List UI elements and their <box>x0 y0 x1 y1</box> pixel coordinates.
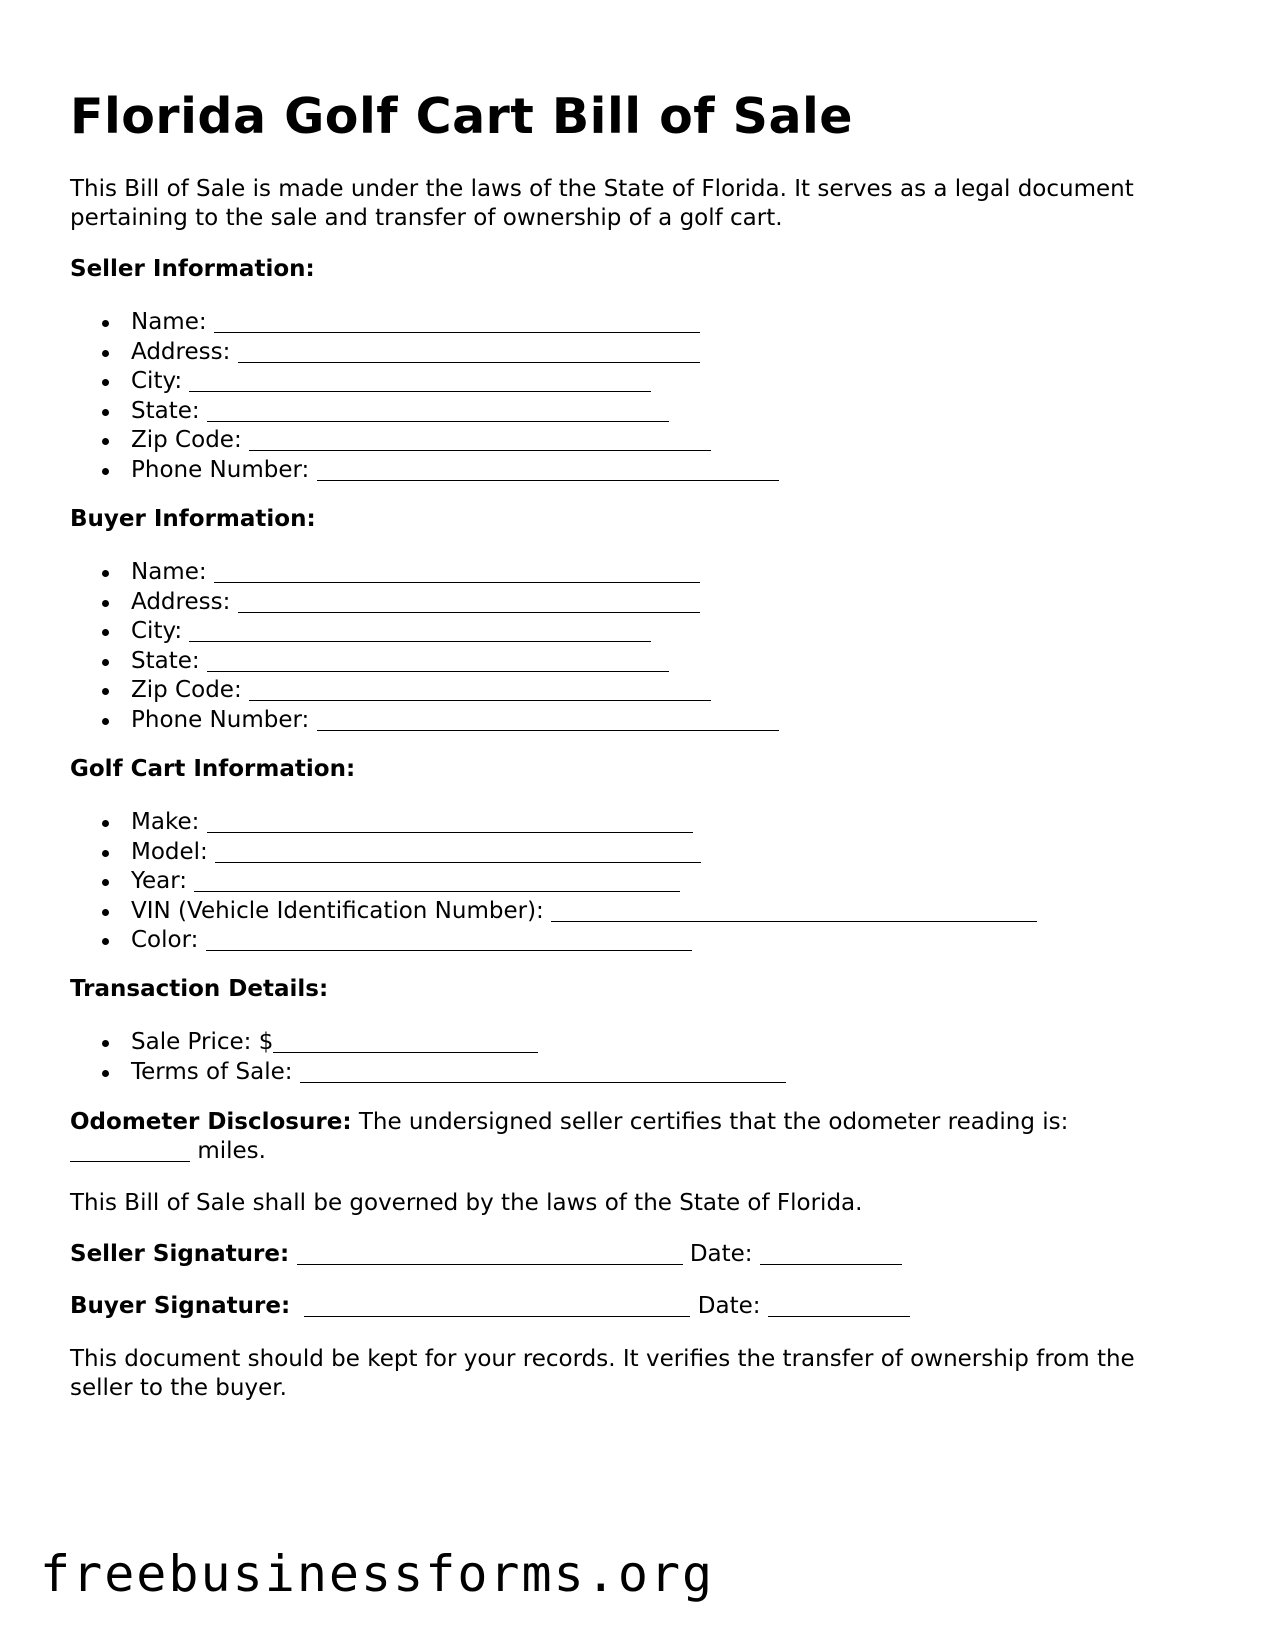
cart-vin-field[interactable]: VIN (Vehicle Identification Number): <box>102 897 1037 927</box>
buyer-address-field[interactable]: Address: <box>102 588 779 618</box>
terms-of-sale-field[interactable]: Terms of Sale: <box>102 1058 786 1088</box>
seller-date-blank[interactable] <box>760 1242 902 1265</box>
odometer-unit: miles. <box>197 1138 266 1164</box>
seller-fields-list <box>102 308 779 485</box>
cart-color-field[interactable]: Color: <box>102 926 1037 956</box>
buyer-phone-blank[interactable] <box>317 708 779 731</box>
watermark-text: freebusinessforms.org <box>40 1545 715 1603</box>
odometer-label: Odometer Disclosure: <box>70 1109 352 1135</box>
seller-phone-blank[interactable] <box>317 458 779 481</box>
buyer-date-label: Date: <box>697 1293 761 1319</box>
buyer-address-blank[interactable] <box>238 590 700 613</box>
cart-vin-blank[interactable] <box>551 899 1037 922</box>
seller-state-blank[interactable] <box>207 399 669 422</box>
governing-law-text: This Bill of Sale shall be governed by the laws of the State of Florida. <box>70 1190 863 1216</box>
cart-color-blank[interactable] <box>206 928 692 951</box>
cart-year-field[interactable]: Year: <box>102 867 1037 897</box>
seller-section-heading: Seller Information: <box>70 256 315 282</box>
cart-model-field[interactable]: Model: <box>102 838 1037 868</box>
buyer-signature-line <box>70 1293 910 1319</box>
seller-phone-field[interactable]: Phone Number: <box>102 456 779 486</box>
odometer-text: The undersigned seller certifies that the odometer reading is: <box>358 1109 1069 1135</box>
buyer-fields-list <box>102 558 779 735</box>
cart-make-blank[interactable] <box>207 810 693 833</box>
buyer-section-heading: Buyer Information: <box>70 506 316 532</box>
seller-zip-blank[interactable] <box>249 428 711 451</box>
intro-paragraph: This Bill of Sale is made under the laws of the State of Florida. It serves as a legal document pertaining to the sale and transfer of ownership of a golf cart. <box>70 176 1134 231</box>
seller-signature-blank[interactable] <box>297 1242 683 1265</box>
transaction-fields-list <box>102 1028 786 1087</box>
buyer-state-blank[interactable] <box>207 649 669 672</box>
seller-name-blank[interactable] <box>214 310 700 333</box>
seller-city-field[interactable]: City: <box>102 367 779 397</box>
buyer-phone-field[interactable]: Phone Number: <box>102 706 779 736</box>
transaction-section-heading: Transaction Details: <box>70 976 329 1002</box>
sale-price-field[interactable]: Sale Price: $ <box>102 1028 786 1058</box>
buyer-zip-blank[interactable] <box>249 678 711 701</box>
sale-price-blank[interactable] <box>273 1030 538 1053</box>
seller-state-field[interactable]: State: <box>102 397 779 427</box>
odometer-disclosure <box>70 1108 1190 1166</box>
buyer-name-field[interactable]: Name: <box>102 558 779 588</box>
cart-fields-list <box>102 808 1037 956</box>
seller-date-label: Date: <box>689 1241 753 1267</box>
buyer-state-field[interactable]: State: <box>102 647 779 677</box>
buyer-name-blank[interactable] <box>214 560 700 583</box>
cart-section-heading: Golf Cart Information: <box>70 756 356 782</box>
cart-year-blank[interactable] <box>194 869 680 892</box>
buyer-city-field[interactable]: City: <box>102 617 779 647</box>
buyer-date-blank[interactable] <box>768 1294 910 1317</box>
seller-name-field[interactable]: Name: <box>102 308 779 338</box>
seller-city-blank[interactable] <box>189 369 651 392</box>
cart-make-field[interactable]: Make: <box>102 808 1037 838</box>
buyer-zip-field[interactable]: Zip Code: <box>102 676 779 706</box>
seller-zip-field[interactable]: Zip Code: <box>102 426 779 456</box>
seller-signature-line <box>70 1241 902 1267</box>
seller-address-field[interactable]: Address: <box>102 338 779 368</box>
buyer-signature-blank[interactable] <box>304 1294 690 1317</box>
buyer-signature-label: Buyer Signature: <box>70 1293 291 1319</box>
odometer-reading-blank[interactable] <box>70 1139 190 1162</box>
page-title: Florida Golf Cart Bill of Sale <box>70 88 854 145</box>
cart-model-blank[interactable] <box>215 840 701 863</box>
buyer-city-blank[interactable] <box>189 619 651 642</box>
closing-paragraph: This document should be kept for your records. It verifies the transfer of ownership from the seller to the buyer. <box>70 1346 1135 1401</box>
terms-of-sale-blank[interactable] <box>300 1060 786 1083</box>
seller-signature-label: Seller Signature: <box>70 1241 290 1267</box>
seller-address-blank[interactable] <box>238 340 700 363</box>
